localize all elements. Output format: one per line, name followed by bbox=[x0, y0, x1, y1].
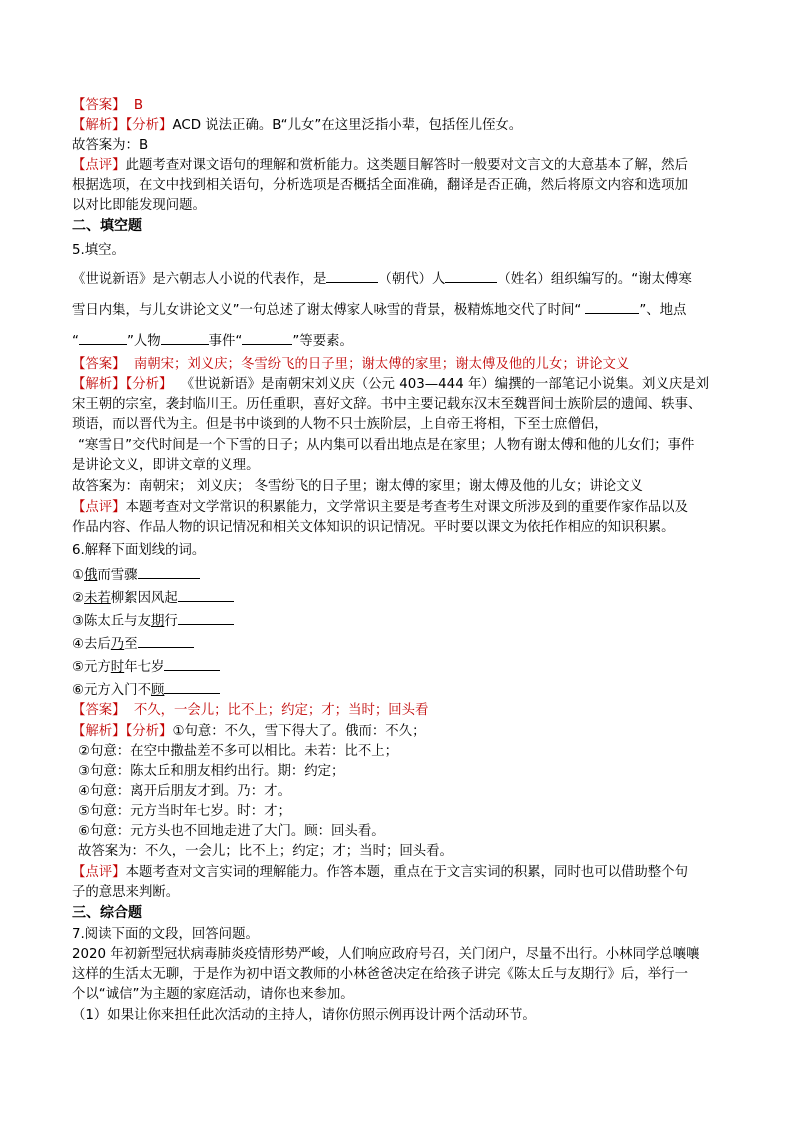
q5-line-3: “ ”人物 事件“ ”等要素。 bbox=[72, 330, 353, 351]
q6-item-3: ③陈太丘与友期行 bbox=[72, 610, 234, 631]
q6-item-6: ⑥元方入门不顾 bbox=[72, 679, 220, 700]
q6-item-1: ①俄而雪骤 bbox=[72, 564, 200, 585]
answer-value: B bbox=[133, 98, 144, 113]
answer-blank[interactable] bbox=[164, 679, 220, 694]
answer-value: 南朝宋；刘义庆；冬雪纷飞的日子里；谢太傅的家里；谢太傅及他的儿女；讲论文义 bbox=[133, 357, 630, 372]
q6-analysis-line-1: 【解析】【分析】①句意：不久，雪下得大了。俄而：不久； bbox=[72, 724, 426, 739]
comment-tag: 【点评】 bbox=[72, 158, 126, 173]
underlined-word: 期 bbox=[150, 614, 165, 629]
q6-analysis-line-4: ④句意：离开后朋友才到。乃：才。 bbox=[78, 784, 291, 799]
q4-comment-line-1 bbox=[72, 156, 688, 175]
q4-answer-line bbox=[72, 96, 143, 115]
answer-blank[interactable] bbox=[164, 656, 220, 671]
answer-tag: 【答案】 bbox=[72, 357, 126, 372]
answer-tag: 【答案】 bbox=[72, 703, 126, 718]
q5-analysis-line-2: 宋王朝的宗室，袭封临川王。历任重职，喜好文辞。书中主要记载东汉末至魏晋间士族阶层的遗闻、轶事、 bbox=[72, 397, 702, 412]
blank-time[interactable] bbox=[585, 299, 639, 314]
underlined-word: 未若 bbox=[84, 591, 111, 606]
q5-analysis-line-1: 【解析】【分析】 《世说新语》是南朝宋刘义庆（公元 403—444 年）编撰的一部笔记小说集。刘义庆是刘 bbox=[72, 377, 710, 392]
comment-tag: 【点评】 bbox=[72, 865, 126, 880]
q6-final-answer: 故答案为：不久，一会儿；比不上；约定；才；当时；回头看。 bbox=[78, 844, 453, 859]
q4-comment-line-2: 根据选项，在文中找到相关语句，分析选项是否概括全面准确，翻译是否正确，然后将原文内容和选项加 bbox=[72, 178, 688, 193]
q5-analysis-line-3: 琐语，而以晋代为主。但是书中谈到的人物不只士族阶层，上自帝王将相，下至士庶僧侣， bbox=[72, 417, 608, 432]
blank-event[interactable] bbox=[242, 330, 292, 345]
underlined-word: 时 bbox=[110, 660, 125, 675]
q7-stem: 7.阅读下面的文段，回答问题。 bbox=[72, 927, 259, 942]
q6-comment-line-2: 子的意思来判断。 bbox=[72, 885, 180, 900]
q4-comment-line-3: 以对比即能发现问题。 bbox=[72, 198, 206, 213]
underlined-word: 顾 bbox=[150, 683, 165, 698]
section-heading-comprehensive: 三、综合题 bbox=[72, 905, 142, 921]
q6-analysis-line-5: ⑤句意：元方当时年七岁。时：才； bbox=[78, 804, 291, 819]
answer-tag: 【答案】 bbox=[72, 98, 126, 113]
q7-subquestion-1: （1）如果让你来担任此次活动的主持人，请你仿照示例再设计两个活动环节。 bbox=[72, 1008, 536, 1023]
q5-answer-line bbox=[72, 355, 629, 374]
q7-para-line-2: 这样的生活太无聊，于是作为初中语文教师的小林爸爸决定在给孩子讲完《陈太丘与友期行》后，举行一 bbox=[72, 967, 688, 982]
answer-blank[interactable] bbox=[178, 610, 234, 625]
q6-item-4: ④去后乃至 bbox=[72, 633, 194, 654]
answer-value: 不久，一会儿；比不上；约定；才；当时；回头看 bbox=[133, 703, 429, 718]
answer-blank[interactable] bbox=[138, 633, 194, 648]
q6-answer-line bbox=[72, 701, 428, 720]
comment-tag: 【点评】 bbox=[72, 500, 126, 515]
q5-comment-line-1: 【点评】本题考查对文学常识的积累能力，文学常识主要是考查考生对课文所涉及到的重要作家作品以及 bbox=[72, 500, 688, 515]
q5-analysis-line-5: 是讲论文义，即讲文章的义理。 bbox=[72, 458, 260, 473]
answer-blank[interactable] bbox=[178, 587, 234, 602]
analysis-tag: 【解析】【分析】 bbox=[72, 118, 173, 133]
q6-item-5: ⑤元方时年七岁 bbox=[72, 656, 220, 677]
underlined-word: 乃 bbox=[110, 637, 125, 652]
q6-analysis-line-2: ②句意：在空中撒盐差不多可以相比。未若：比不上； bbox=[78, 744, 398, 759]
analysis-tag: 【解析】【分析】 bbox=[72, 377, 173, 392]
q5-analysis-line-4: “寒雪日”交代时间是一个下雪的日子；从内集可以看出地点是在家里；人物有谢太傅和他的儿女们；事件 bbox=[78, 438, 695, 453]
section-heading-fill-in: 二、填空题 bbox=[72, 218, 142, 234]
analysis-tag: 【解析】【分析】 bbox=[72, 724, 173, 739]
q4-analysis-line bbox=[72, 116, 522, 135]
q7-para-line-1: 2020 年初新型冠状病毒肺炎疫情形势严峻，人们响应政府号召，关门闭户，尽量不出行。小林同学总嚷嚷 bbox=[72, 947, 700, 962]
comment-text: 此题考查对课文语句的理解和赏析能力。这类题目解答时一般要对文言文的大意基本了解，然后 bbox=[125, 158, 688, 173]
q7-para-line-3: 个以“诚信”为主题的家庭活动，请你也来参加。 bbox=[72, 987, 354, 1002]
blank-dynasty[interactable] bbox=[326, 268, 378, 283]
blank-person[interactable] bbox=[161, 330, 209, 345]
q5-stem: 5.填空。 bbox=[72, 243, 125, 258]
q6-comment-line-1: 【点评】本题考查对文言实词的理解能力。作答本题，重点在于文言实词的积累，同时也可以借助整个句 bbox=[72, 865, 688, 880]
q6-item-2: ②未若柳絮因风起 bbox=[72, 587, 234, 608]
q5-comment-line-2: 作品内容、作品人物的识记情况和相关文体知识的识记情况。平时要以课文为依托作相应的知识积累。 bbox=[72, 520, 675, 535]
q4-final-answer: 故答案为：B bbox=[72, 138, 149, 153]
q6-analysis-line-3: ③句意：陈太丘和朋友相约出行。期：约定； bbox=[78, 764, 345, 779]
answer-blank[interactable] bbox=[138, 564, 200, 579]
blank-place[interactable] bbox=[79, 330, 127, 345]
q5-line-1: 《世说新语》是六朝志人小说的代表作，是 （朝代）人 （姓名）组织编写的。“谢太傅寒 bbox=[72, 268, 692, 289]
analysis-text: ACD 说法正确。B“儿女”在这里泛指小辈，包括侄儿侄女。 bbox=[172, 118, 523, 133]
underlined-word: 俄 bbox=[84, 568, 98, 583]
q5-final-answer: 故答案为：南朝宋； 刘义庆； 冬雪纷飞的日子里；谢太傅的家里；谢太傅及他的儿女；讲论文义 bbox=[72, 479, 643, 494]
q6-stem: 6.解释下面划线的词。 bbox=[72, 543, 206, 558]
q5-line-2: 雪日内集，与儿女讲论文义”一句总述了谢太傅家人咏雪的背景，极精炼地交代了时间“ ”、地点 bbox=[72, 299, 686, 320]
blank-name[interactable] bbox=[445, 268, 497, 283]
q6-analysis-line-6: ⑥句意：元方头也不回地走进了大门。顾：回头看。 bbox=[78, 824, 385, 839]
